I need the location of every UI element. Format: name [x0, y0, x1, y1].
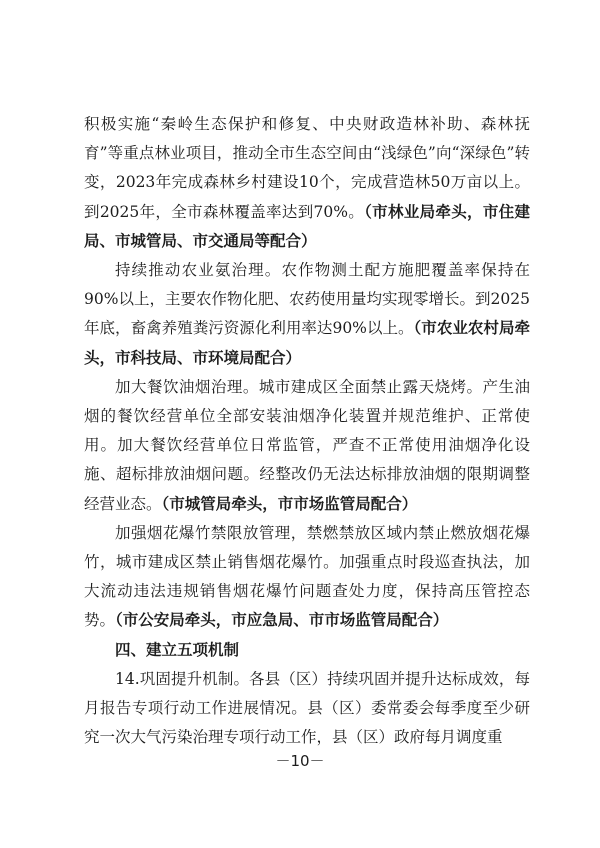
- paragraph-forestry-text: 积极实施“秦岭生态保护和修复、中央财政造林补助、森林抚育”等重点林业项目，推动全市生态空间由“浅绿色”向“深绿色”转变，2023年完成森林乡村建设10个，完成营造林50万亩以上。到2025年，全市森林覆盖率达到70%。: [84, 115, 530, 221]
- paragraph-mechanism: [84, 665, 530, 753]
- paragraph-agriculture-responsibility: （市农业农村局牵头，市科技局、市环境局配合）: [84, 319, 530, 367]
- paragraph-agriculture: [84, 256, 530, 373]
- paragraph-fireworks: [84, 519, 530, 636]
- paragraph-fireworks-responsibility: （市公安局牵头，市应急局、市市场监管局配合）: [115, 611, 449, 630]
- paragraph-mechanism-text: 14.巩固提升机制。各县（区）持续巩固并提升达标成效，每月报告专项行动工作进展情况。县（区）委常委会每季度至少研究一次大气污染治理专项行动工作，县（区）政府每月调度重: [84, 669, 530, 747]
- page-number: －10－: [275, 752, 325, 770]
- paragraph-forestry-responsibility: （市林业局牵头，市住建局、市城管局、市交通局等配合）: [84, 202, 530, 250]
- paragraph-catering: [84, 373, 530, 519]
- paragraph-forestry: [84, 110, 530, 256]
- paragraph-fireworks-text: 加强烟花爆竹禁限放管理，禁燃禁放区域内禁止燃放烟花爆竹，城市建成区禁止销售烟花爆竹。加强重点时段巡查执法，加大流动违法违规销售烟花爆竹问题查处力度，保持高压管控态势。: [84, 523, 530, 630]
- paragraph-agriculture-text: 持续推动农业氨治理。农作物测土配方施肥覆盖率保持在90%以上，主要农作物化肥、农药使用量均实现零增长。到2025年底，畜禽养殖粪污资源化利用率达90%以上。: [84, 261, 530, 338]
- paragraph-catering-text: 加大餐饮油烟治理。城市建成区全面禁止露天烧烤。产生油烟的餐饮经营单位全部安装油烟净化装置并规范维护、正常使用。加大餐饮经营单位日常监管，严查不正常使用油烟净化设施、超标排放油烟问题。经整改仍无法达标排放油烟的限期调整经营业态。: [84, 377, 530, 513]
- section-heading: 四、建立五项机制: [115, 640, 240, 659]
- paragraph-catering-responsibility: （市城管局牵头，市市场监管局配合）: [161, 494, 418, 513]
- document-body: [84, 110, 530, 752]
